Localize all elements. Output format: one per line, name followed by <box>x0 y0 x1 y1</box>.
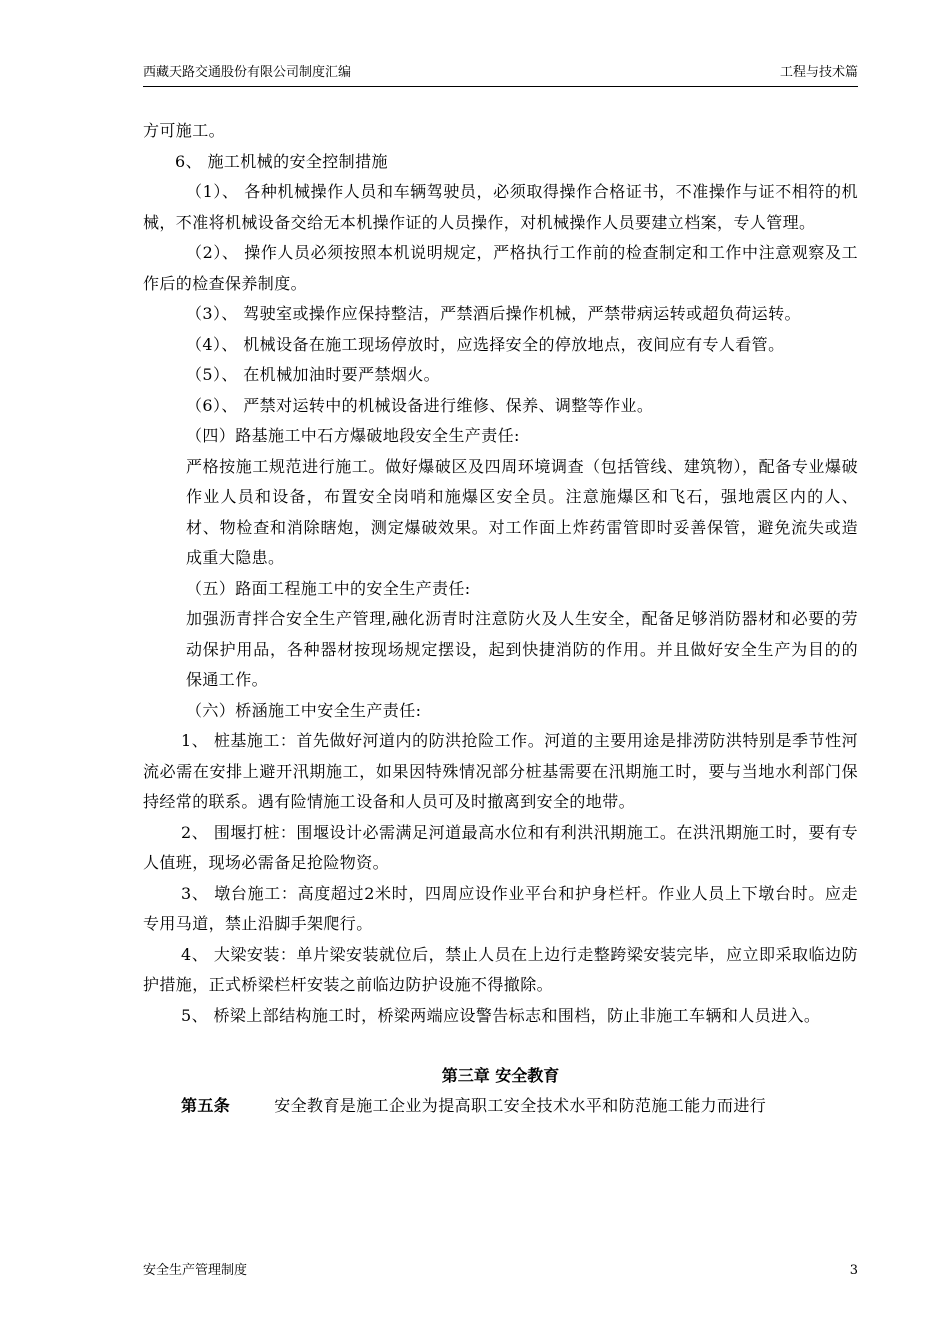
header-company-title: 西藏天路交通股份有限公司制度汇编 <box>143 65 352 80</box>
article-label: 第五条 <box>181 1096 231 1115</box>
paragraph: 3、 墩台施工：高度超过2米时，四周应设作业平台和护身栏杆。作业人员上下墩台时。应走专用马道，禁止沿脚手架爬行。 <box>143 883 858 933</box>
chapter-title: 第三章 安全教育 <box>441 1066 560 1085</box>
paragraph: 4、 大梁安装：单片梁安装就位后，禁止人员在上边行走整跨梁安装完毕，应立即采取临边防护措施，正式桥梁栏杆安装之前临边防护设施不得撤除。 <box>143 944 858 994</box>
paragraph: （1）、 各种机械操作人员和车辆驾驶员，必须取得操作合格证书，不准操作与证不相符的机械，不准将机械设备交给无本机操作证的人员操作，对机械操作人员要建立档案，专人管理。 <box>143 182 858 232</box>
paragraph: 1、 桩基施工：首先做好河道内的防洪抢险工作。河道的主要用途是排涝防洪特别是季节性河流必需在安排上避开汛期施工，如果因特殊情况部分桩基需要在汛期施工时，要与当地水利部门保持经常的联系。遇有险情施工设备和人员可及时撤离到安全的地带。 <box>143 731 858 811</box>
article-paragraph <box>143 1091 858 1122</box>
paragraph: 5、 桥梁上部结构施工时，桥梁两端应设警告标志和围档，防止非施工车辆和人员进入。 <box>181 1005 821 1025</box>
paragraph: （2）、 操作人员必须按照本机说明规定，严格执行工作前的检查制定和工作中注意观察及工作后的检查保养制度。 <box>143 243 858 293</box>
section-heading: （六）桥涵施工中安全生产责任: <box>186 700 422 720</box>
paragraph: （4）、 机械设备在施工现场停放时，应选择安全的停放地点，夜间应有专人看管。 <box>186 334 785 354</box>
paragraph: （5）、 在机械加油时要严禁烟火。 <box>186 365 441 384</box>
paragraph: （3）、 驾驶室或操作应保持整洁，严禁酒后操作机械，严禁带病运转或超负荷运转。 <box>186 304 801 323</box>
paragraph: 严格按施工规范进行施工。做好爆破区及四周环境调查（包括管线、建筑物），配备专业爆破作业人员和设备，布置安全岗哨和施爆区安全员。注意施爆区和飞石，强地震区内的人、材、物检查和消除瞎炮，测定爆破效果。对工作面上炸药雷管即时妥善保管，避免流失或造成重大隐患。 <box>186 456 858 567</box>
header-section-title: 工程与技术篇 <box>779 65 858 80</box>
section-heading: （五）路面工程施工中的安全生产责任: <box>186 578 471 598</box>
paragraph: 加强沥青拌合安全生产管理,融化沥青时注意防火及人生安全，配备足够消防器材和必要的劳动保护用品，各种器材按现场规定摆设，起到快捷消防的作用。并且做好安全生产为目的的保通工作。 <box>186 609 858 689</box>
header-divider <box>143 86 858 87</box>
section-heading: （四）路基施工中石方爆破地段安全生产责任: <box>186 426 520 445</box>
page-number: 3 <box>849 1263 858 1278</box>
footer-document-title: 安全生产管理制度 <box>143 1263 248 1278</box>
paragraph: 6、 施工机械的安全控制措施 <box>175 151 388 171</box>
paragraph: 2、 围堰打桩：围堰设计必需满足河道最高水位和有利洪汛期施工。在洪汛期施工时，要有专人值班，现场必需备足抢险物资。 <box>143 822 858 872</box>
paragraph: 方可施工。 <box>143 121 226 140</box>
document-body <box>143 116 858 1122</box>
article-text: 安全教育是施工企业为提高职工安全技术水平和防范施工能力而进行 <box>274 1096 767 1115</box>
paragraph: （6）、 严禁对运转中的机械设备进行维修、保养、调整等作业。 <box>186 395 654 415</box>
